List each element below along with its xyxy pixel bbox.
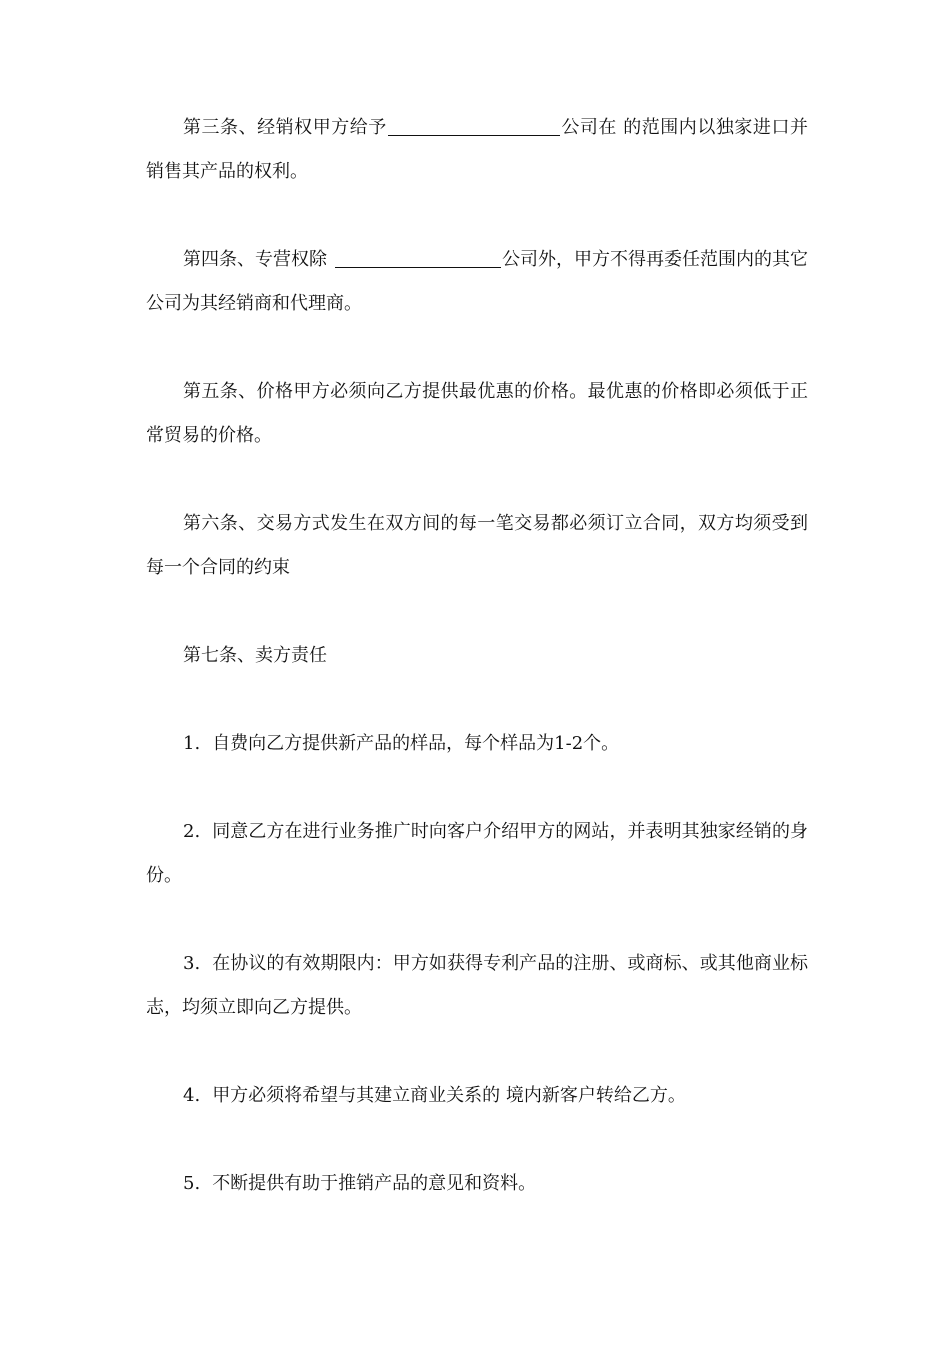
fill-in-blank[interactable] [335,247,501,268]
list-item-text: 同意乙方在进行业务推广时向客户介绍甲方的网站，并表明其独家经销的身份。 [146,821,808,886]
list-item [146,1162,808,1206]
list-item-text: 自费向乙方提供新产品的样品，每个样品为1-2个。 [212,733,620,754]
clause-6: 第六条、交易方式发生在双方间的每一笔交易都必须订立合同，双方均须受到每一个合同的约束 [146,513,808,578]
list-item [146,942,808,1030]
list-item [146,810,808,898]
clause-3-prefix: 第三条、经销权甲方给予 [183,117,387,138]
clause-4 [146,238,808,326]
list-item-number: 2. [183,821,201,842]
clause-5: 第五条、价格甲方必须向乙方提供最优惠的价格。最优惠的价格即必须低于正常贸易的价格。 [146,381,808,446]
list-item [146,1074,808,1118]
clause-4-prefix: 第四条、专营权除 [183,249,327,270]
list-item-text: 甲方必须将希望与其建立商业关系的 境内新客户转给乙方。 [212,1085,686,1106]
clause-3 [146,106,808,194]
clause-7-heading: 第七条、卖方责任 [183,645,327,666]
clause-4-suffix: 公司外，甲方不得再委任范围内的其它公司为其经销商和代理商。 [146,249,808,314]
fill-in-blank[interactable] [388,115,560,136]
list-item-number: 4. [183,1085,201,1106]
list-item-number: 1. [183,733,201,754]
list-item-number: 5. [183,1173,201,1194]
list-item-number: 3. [183,953,201,974]
clause-3-suffix: 公司在 的范围内以独家进口并销售其产品的权利。 [146,117,808,182]
list-item [146,722,808,766]
list-item-text: 在协议的有效期限内：甲方如获得专利产品的注册、或商标、或其他商业标志，均须立即向乙方提供。 [146,953,808,1018]
list-item-text: 不断提供有助于推销产品的意见和资料。 [212,1173,537,1194]
